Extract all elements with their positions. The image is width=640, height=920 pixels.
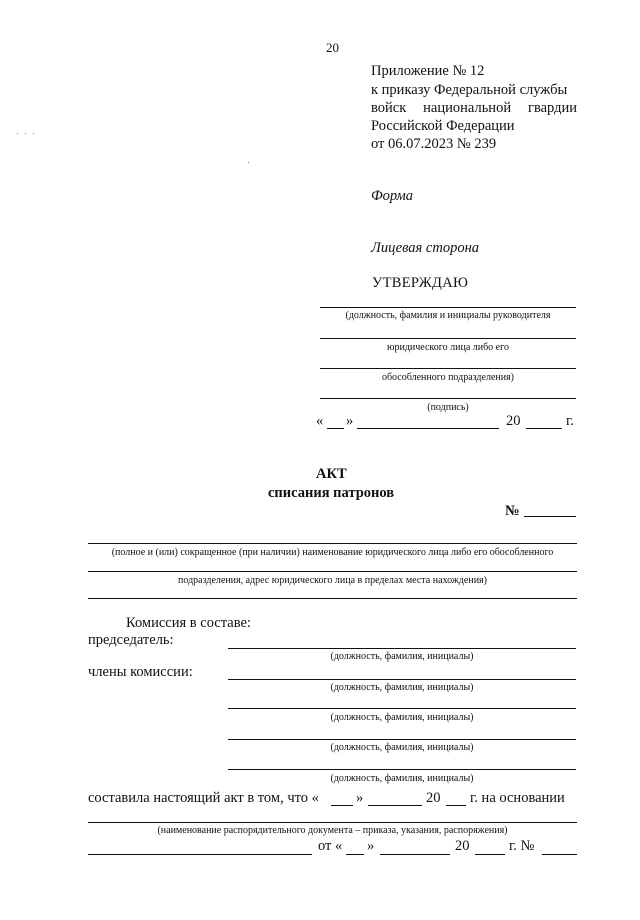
compiled-text-2: » [356,790,364,806]
compiled-month-line [368,805,422,806]
compiled-text-1: составила настоящий акт в том, что « [88,790,319,806]
appendix-word: гвардии [528,100,577,116]
member-line-2 [228,708,576,709]
chair-label: председатель: [88,632,174,648]
compiled-day-line [331,805,353,806]
basis-day-line [346,854,364,855]
approver-line-2 [320,338,576,339]
appendix-line-5: от 06.07.2023 № 239 [371,136,497,152]
approver-line-3 [320,368,576,369]
form-label: Форма [371,188,413,204]
org-line-3 [88,598,577,599]
basis-doc-line [88,854,312,855]
member-line-3 [228,739,576,740]
basis-number-line [542,854,577,855]
commission-intro: Комиссия в составе: [126,615,251,631]
members-label: члены комиссии: [88,664,193,680]
member-caption-1: (должность, фамилия, инициалы) [330,682,474,693]
org-line-1 [88,543,577,544]
appendix-word: войск [371,100,407,116]
basis-line [88,822,577,823]
date-year-prefix: 20 [506,413,521,429]
basis-year: 20 [455,838,470,854]
basis-g-no: г. № [509,838,535,854]
date-year-line [526,428,562,429]
appendix-word: национальной [423,100,512,116]
approve-title: УТВЕРЖДАЮ [372,275,469,291]
scan-mark [25,133,26,134]
basis-close-quote: » [367,838,375,854]
approver-caption-3: обособленного подразделения) [381,372,515,383]
basis-caption: (наименование распорядительного документа – приказа, указания, распоряжения) [157,825,508,836]
org-line-2 [88,571,577,572]
basis-year-line [475,854,505,855]
appendix-line-1: Приложение № 12 [371,63,485,79]
org-caption-1: (полное и (или) сокращенное (при наличии) наименование юридического лица либо его обособленного [111,547,554,558]
date-open-quote: « [316,413,324,429]
member-caption-4: (должность, фамилия, инициалы) [330,773,474,784]
chair-caption: (должность, фамилия, инициалы) [330,651,474,662]
date-month-line [357,428,499,429]
compiled-year: 20 [426,790,441,806]
side-label: Лицевая сторона [371,240,480,256]
appendix-line-2: к приказу Федеральной службы [371,82,568,98]
appendix-line-3 [371,100,577,117]
approver-caption-2: юридического лица либо его [387,342,509,353]
signature-caption: (подпись) [427,402,469,413]
scan-mark [33,133,34,134]
org-caption-2: подразделения, адрес юридического лица в пределах места нахождения) [178,575,487,586]
act-number-label: № [505,503,520,519]
member-caption-2: (должность, фамилия, инициалы) [330,712,474,723]
compiled-text-3: г. на основании [470,790,565,806]
act-subtitle: списания патронов [268,485,395,501]
member-line-1 [228,679,576,680]
member-caption-3: (должность, фамилия, инициалы) [330,742,474,753]
basis-from-label: от « [318,838,343,854]
chair-line [228,648,576,649]
scan-mark [248,162,249,163]
compiled-year-line [446,805,466,806]
approver-caption-1: (должность, фамилия и инициалы руководителя [345,310,551,321]
approver-position-line [320,307,576,308]
act-title: АКТ [316,466,347,482]
date-day-line [327,428,344,429]
appendix-line-4: Российской Федерации [371,118,515,134]
basis-month-line [380,854,450,855]
act-number-line [524,516,576,517]
date-close-quote: » [346,413,354,429]
member-line-4 [228,769,576,770]
page-number: 20 [326,40,339,55]
date-year-suffix: г. [566,413,574,429]
signature-line [320,398,576,399]
scan-mark [17,133,18,134]
